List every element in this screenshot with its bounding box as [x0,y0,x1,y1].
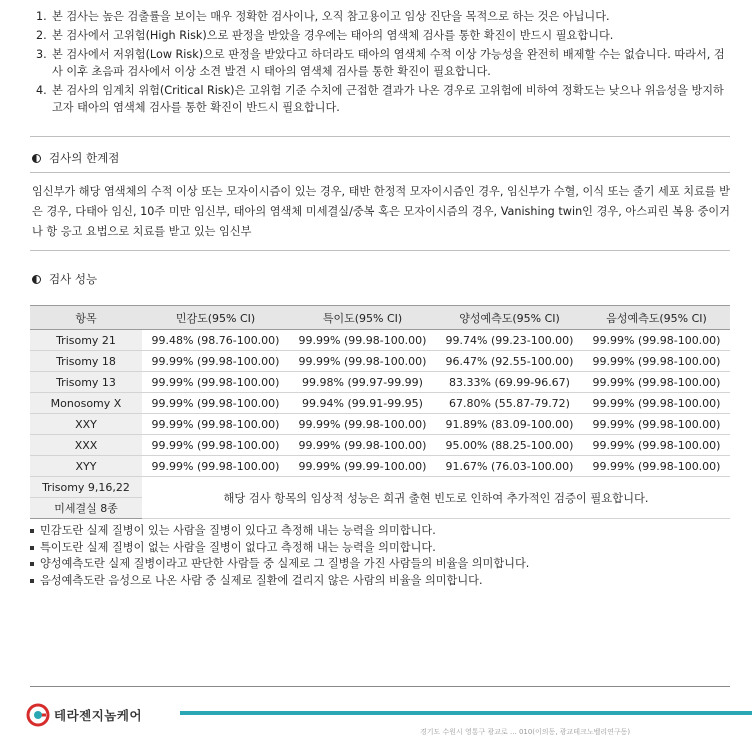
row-label: XXX [30,435,142,456]
bullet-square-icon [30,529,34,533]
bullet-square-icon [30,546,34,550]
definition-item: 양성예측도란 실제 질병이라고 판단한 사람들 중 실제로 그 질병을 가진 사람들의 비율을 의미합니다. [30,556,529,573]
table-cell: 96.47% (92.55-100.00) [436,351,583,372]
table-cell: 99.99% (99.98-100.00) [583,456,730,477]
table-cell: 99.99% (99.98-100.00) [289,330,436,351]
bullet-square-icon [30,579,34,583]
table-cell: 99.98% (99.97-99.99) [289,372,436,393]
definition-item: 특이도란 실제 질병이 없는 사람을 질병이 없다고 측정해 내는 능력을 의미합니다. [30,540,529,557]
definition-item: 민감도란 실제 질병이 있는 사람을 질병이 있다고 측정해 내는 능력을 의미합니다. [30,523,529,540]
company-logo [26,703,142,727]
table-cell: 99.99% (99.98-100.00) [289,351,436,372]
definitions-list [30,523,529,589]
footer-divider [30,686,730,687]
table-cell: 99.99% (99.98-100.00) [583,330,730,351]
table-row [30,393,730,414]
row-label: Trisomy 13 [30,372,142,393]
row-label: Trisomy 18 [30,351,142,372]
limitations-heading: 검사의 한계점 [32,150,119,166]
table-row [30,372,730,393]
table-cell: 91.67% (76.03-100.00) [436,456,583,477]
performance-heading: 검사 성능 [32,271,97,287]
table-cell: 99.99% (99.98-100.00) [583,414,730,435]
table-cell: 67.80% (55.87-79.72) [436,393,583,414]
note-item: 4. 본 검사의 임계치 위험(Critical Risk)은 고위험 기준 수치에 근접한 결과가 나온 경우로 고위험에 비하여 정확도는 낮으나 위음성을 방지하고자 태아의 염색체 검사를 통한 확진이 반드시 필요합니다. [36,84,724,114]
row-label: XYY [30,456,142,477]
notes-list [36,8,726,118]
table-cell: 99.99% (99.98-100.00) [289,435,436,456]
table-header-row [30,306,730,330]
note-item: 3. 본 검사에서 저위험(Low Risk)으로 판정을 받았다고 하더라도 태아의 염색체 수적 이상 가능성을 완전히 배제할 수는 없습니다. 따라서, 검사 이후 초음파 검사에서 이상 소견 발견 시 태아의 염색체 검사를 통한 확진이 필요합니다. [36,48,725,78]
limitations-text: 임신부가 해당 염색체의 수적 이상 또는 모자이시즘이 있는 경우, 태반 한정적 모자이시즘인 경우, 임신부가 수혈, 이식 또는 줄기 세포 치료를 받은 경우, 다태아 임신, 10주 미만 임신부, 태아의 염색체 미세결실/중복 혹은 모자이시즘의 경우, Vanishing twin인 경우, 아스피린 복용 중이거나 항 응고 요법으로 치료를 받고 있는 임신부 [32,185,730,238]
table-cell: 83.33% (69.99-96.67) [436,372,583,393]
merged-note-cell: 해당 검사 항목의 임상적 성능은 희귀 출현 빈도로 인하여 추가적인 검증이 필요합니다. [142,477,730,519]
performance-table [30,305,730,519]
logo-mark-icon [26,703,50,727]
col-header-npv: 음성예측도(95% CI) [583,306,730,330]
company-name: 테라젠지놈케어 [54,708,143,723]
row-label: XXY [30,414,142,435]
table-cell: 99.99% (99.98-100.00) [142,393,289,414]
divider [30,136,730,137]
table-cell: 99.99% (99.98-100.00) [142,414,289,435]
col-header-item: 항목 [30,306,142,330]
footer-accent-bar [180,711,752,715]
definition-item: 음성예측도란 음성으로 나온 사람 중 실제로 질환에 걸리지 않은 사람의 비율을 의미합니다. [30,573,529,590]
footer-address: 경기도 수원시 영통구 광교로 ... 010(이의동, 광교테크노벨리연구동) [420,728,631,736]
table-cell: 99.99% (99.98-100.00) [583,435,730,456]
table-cell: 99.99% (99.98-100.00) [142,351,289,372]
table-row [30,435,730,456]
table-row [30,414,730,435]
col-header-ppv: 양성예측도(95% CI) [436,306,583,330]
table-cell: 99.99% (99.98-100.00) [289,414,436,435]
row-label: Trisomy 9,16,22 [30,477,142,498]
table-row [30,351,730,372]
row-label: Trisomy 21 [30,330,142,351]
table-cell: 99.94% (99.91-99.95) [289,393,436,414]
note-item: 1. 본 검사는 높은 검출률을 보이는 매우 정확한 검사이나, 오직 참고용이고 임상 진단을 목적으로 하는 것은 아닙니다. [36,10,610,23]
half-circle-icon [32,154,41,163]
table-cell: 99.99% (99.98-100.00) [583,393,730,414]
table-cell: 99.74% (99.23-100.00) [436,330,583,351]
table-cell: 99.99% (99.98-100.00) [583,351,730,372]
divider [30,250,730,251]
table-cell: 99.48% (98.76-100.00) [142,330,289,351]
table-cell: 99.99% (99.98-100.00) [142,456,289,477]
row-label: Monosomy X [30,393,142,414]
table-cell: 95.00% (88.25-100.00) [436,435,583,456]
half-circle-icon [32,275,41,284]
table-cell: 91.89% (83.09-100.00) [436,414,583,435]
row-label: 미세결실 8종 [30,498,142,519]
table-cell: 99.99% (99.98-100.00) [142,435,289,456]
table-row [30,456,730,477]
table-cell: 99.99% (99.98-100.00) [583,372,730,393]
table-cell: 99.99% (99.98-100.00) [142,372,289,393]
note-item: 2. 본 검사에서 고위험(High Risk)으로 판정을 받았을 경우에는 태아의 염색체 검사를 통한 확진이 반드시 필요합니다. [36,29,614,42]
table-row [30,330,730,351]
table-cell: 99.99% (99.99-100.00) [289,456,436,477]
table-row [30,477,730,498]
col-header-specificity: 특이도(95% CI) [289,306,436,330]
bullet-square-icon [30,562,34,566]
divider [30,172,730,173]
col-header-sensitivity: 민감도(95% CI) [142,306,289,330]
